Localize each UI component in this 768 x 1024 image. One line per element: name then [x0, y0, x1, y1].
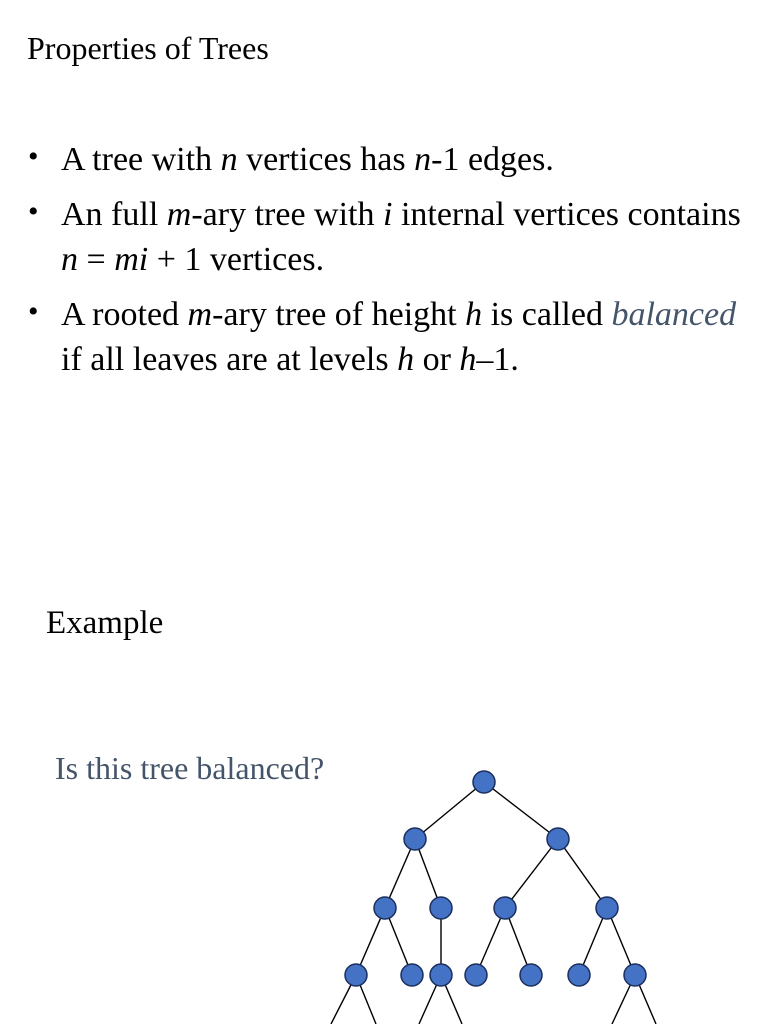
- math-var: h: [465, 296, 483, 333]
- text-run: vertices has: [237, 141, 415, 178]
- bullet-dot-icon: •: [28, 295, 39, 328]
- tree-node: [404, 828, 426, 850]
- math-var: n: [61, 241, 78, 278]
- text-run: internal vertices contains: [392, 196, 741, 233]
- text-run: –1.: [476, 341, 519, 378]
- text-run: A rooted: [61, 296, 188, 333]
- tree-node: [596, 897, 618, 919]
- tree-node: [520, 964, 542, 986]
- math-var: n: [220, 141, 238, 178]
- tree-node: [494, 897, 516, 919]
- tree-nodes: [345, 771, 646, 986]
- math-var: mi: [114, 241, 149, 278]
- bullet-dot-icon: •: [28, 195, 39, 228]
- text-run: =: [78, 241, 115, 278]
- bullet-dot-icon: •: [28, 140, 39, 173]
- example-heading: Example: [46, 605, 164, 641]
- math-var: n: [414, 141, 432, 178]
- text-run: -1 edges.: [431, 141, 554, 178]
- text-run: -ary tree of height: [212, 296, 466, 333]
- tree-node: [374, 897, 396, 919]
- math-var: h: [397, 341, 415, 378]
- tree-node: [624, 964, 646, 986]
- tree-edge: [558, 839, 607, 908]
- text-run: + 1 vertices.: [148, 241, 325, 278]
- math-var: m: [166, 196, 192, 233]
- math-var: h: [459, 341, 477, 378]
- slide-title: Properties of Trees: [27, 30, 269, 66]
- text-run: if all leaves are at levels: [61, 341, 398, 378]
- text-run: is called: [482, 296, 612, 333]
- tree-edge: [484, 782, 558, 839]
- math-var: m: [187, 296, 213, 333]
- tree-node: [465, 964, 487, 986]
- math-var: i: [382, 196, 393, 233]
- text-run: A tree with: [61, 141, 221, 178]
- emphasis-term: balanced: [611, 296, 737, 333]
- tree-edge: [415, 782, 484, 839]
- text-run: or: [414, 341, 460, 378]
- tree-node: [430, 964, 452, 986]
- tree-edge: [505, 839, 558, 908]
- tree-node: [547, 828, 569, 850]
- tree-node-root: [473, 771, 495, 793]
- tree-node: [345, 964, 367, 986]
- text-run: -ary tree with: [191, 196, 383, 233]
- tree-node: [430, 897, 452, 919]
- tree-node: [401, 964, 423, 986]
- text-run: An full: [61, 196, 167, 233]
- question-text: Is this tree balanced?: [55, 750, 325, 786]
- tree-node: [568, 964, 590, 986]
